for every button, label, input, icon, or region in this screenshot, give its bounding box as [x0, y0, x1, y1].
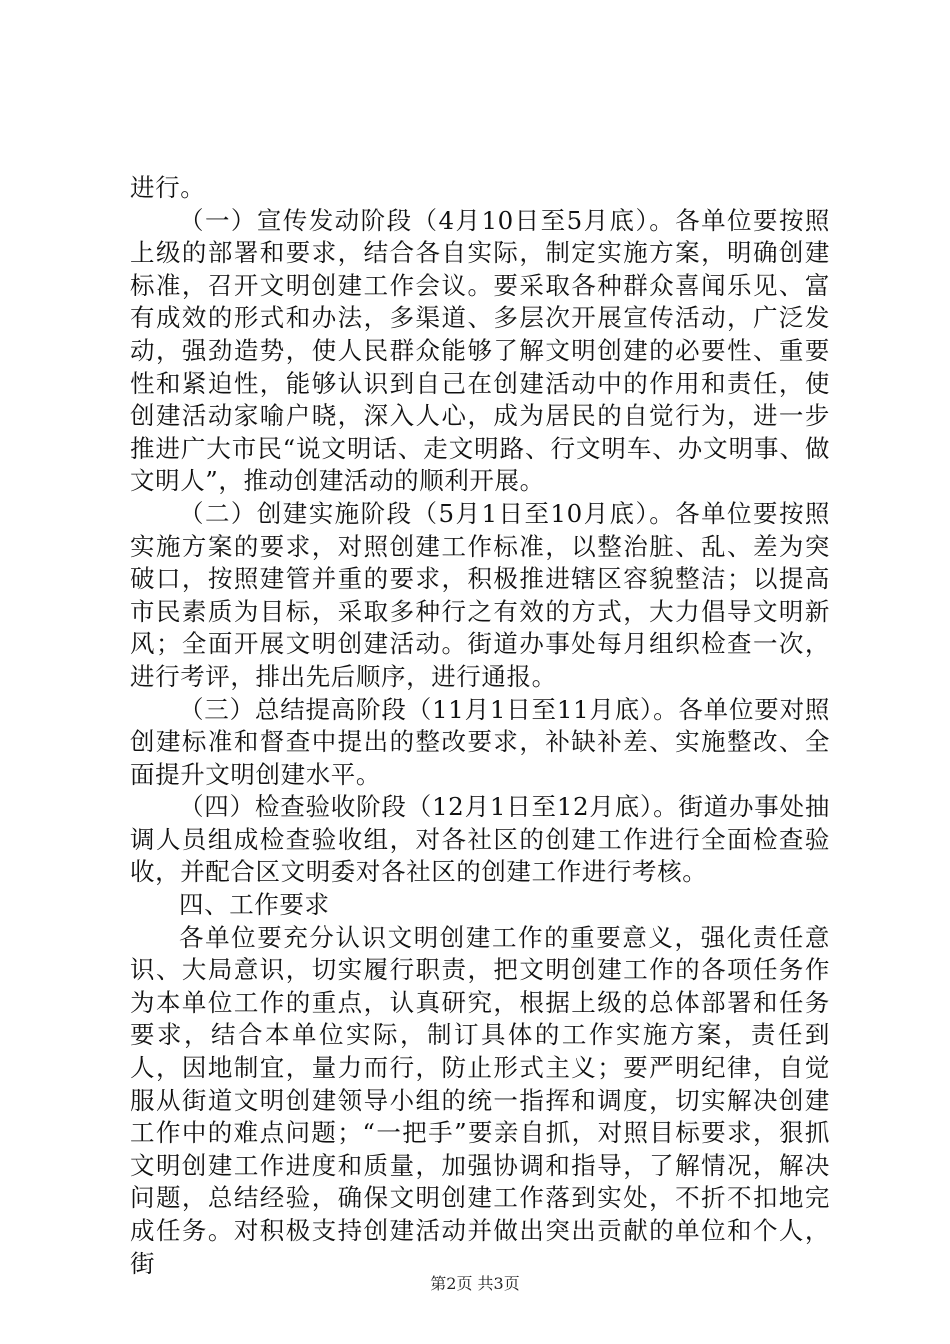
section-heading-work-requirements: 四、工作要求 — [179, 890, 330, 920]
paragraph-stage-four: （四）检查验收阶段（12月1日至12月底）。街道办事处抽调人员组成检查验收组，对各社区的创建工作进行全面检查验收，并配合区文明委对各社区的创建工作进行考核。 — [130, 792, 830, 887]
paragraph-work-requirements: 各单位要充分认识文明创建工作的重要意义，强化责任意识、大局意识，切实履行职责，把文明创建工作的各项任务作为本单位工作的重点，认真研究，根据上级的总体部署和任务要求，结合本单位实际，制订具体的工作实施方案，责任到人，因地制宜，量力而行，防止形式主义；要严明纪律，自觉服从街道文明创建领导小组的统一指挥和调度，切实解决创建工作中的难点问题；“一把手”要亲自抓，对照目标要求，狠抓文明创建工作进度和质量，加强协调和指导，了解情况，解决问题，总结经验，确保文明创建工作落到实处，不折不扣地完成任务。对积极支持创建活动并做出突出贡献的单位和个人，街 — [130, 922, 830, 1278]
document-body — [130, 172, 830, 1280]
paragraph-stage-one: （一）宣传发动阶段（4月10日至5月底）。各单位要按照上级的部署和要求，结合各自实际，制定实施方案，明确创建标准，召开文明创建工作会议。要采取各种群众喜闻乐见、富有成效的形式和办法，多渠道、多层次开展宣传活动，广泛发动，强劲造势，使人民群众能够了解文明创建的必要性、重要性和紧迫性，能够认识到自己在创建活动中的作用和责任，使创建活动家喻户晓，深入人心，成为居民的自觉行为，进一步推进广大市民“说文明话、走文明路、行文明车、办文明事、做文明人”，推动创建活动的顺利开展。 — [130, 205, 830, 496]
page-number-label: 第2页 共3页 — [430, 1274, 520, 1293]
paragraph-stage-three: （三）总结提高阶段（11月1日至11月底）。各单位要对照创建标准和督查中提出的整改要求，补缺补差、实施整改、全面提升文明创建水平。 — [130, 694, 830, 789]
page-footer — [0, 1274, 950, 1294]
paragraph-continuation: 进行。 — [130, 173, 206, 202]
paragraph-stage-two: （二）创建实施阶段（5月1日至10月底）。各单位要按照实施方案的要求，对照创建工作标准，以整治脏、乱、差为突破口，按照建管并重的要求，积极推进辖区容貌整洁；以提高市民素质为目标，采取多种行之有效的方式，大力倡导文明新风；全面开展文明创建活动。街道办事处每月组织检查一次，进行考评，排出先后顺序，进行通报。 — [130, 498, 830, 691]
